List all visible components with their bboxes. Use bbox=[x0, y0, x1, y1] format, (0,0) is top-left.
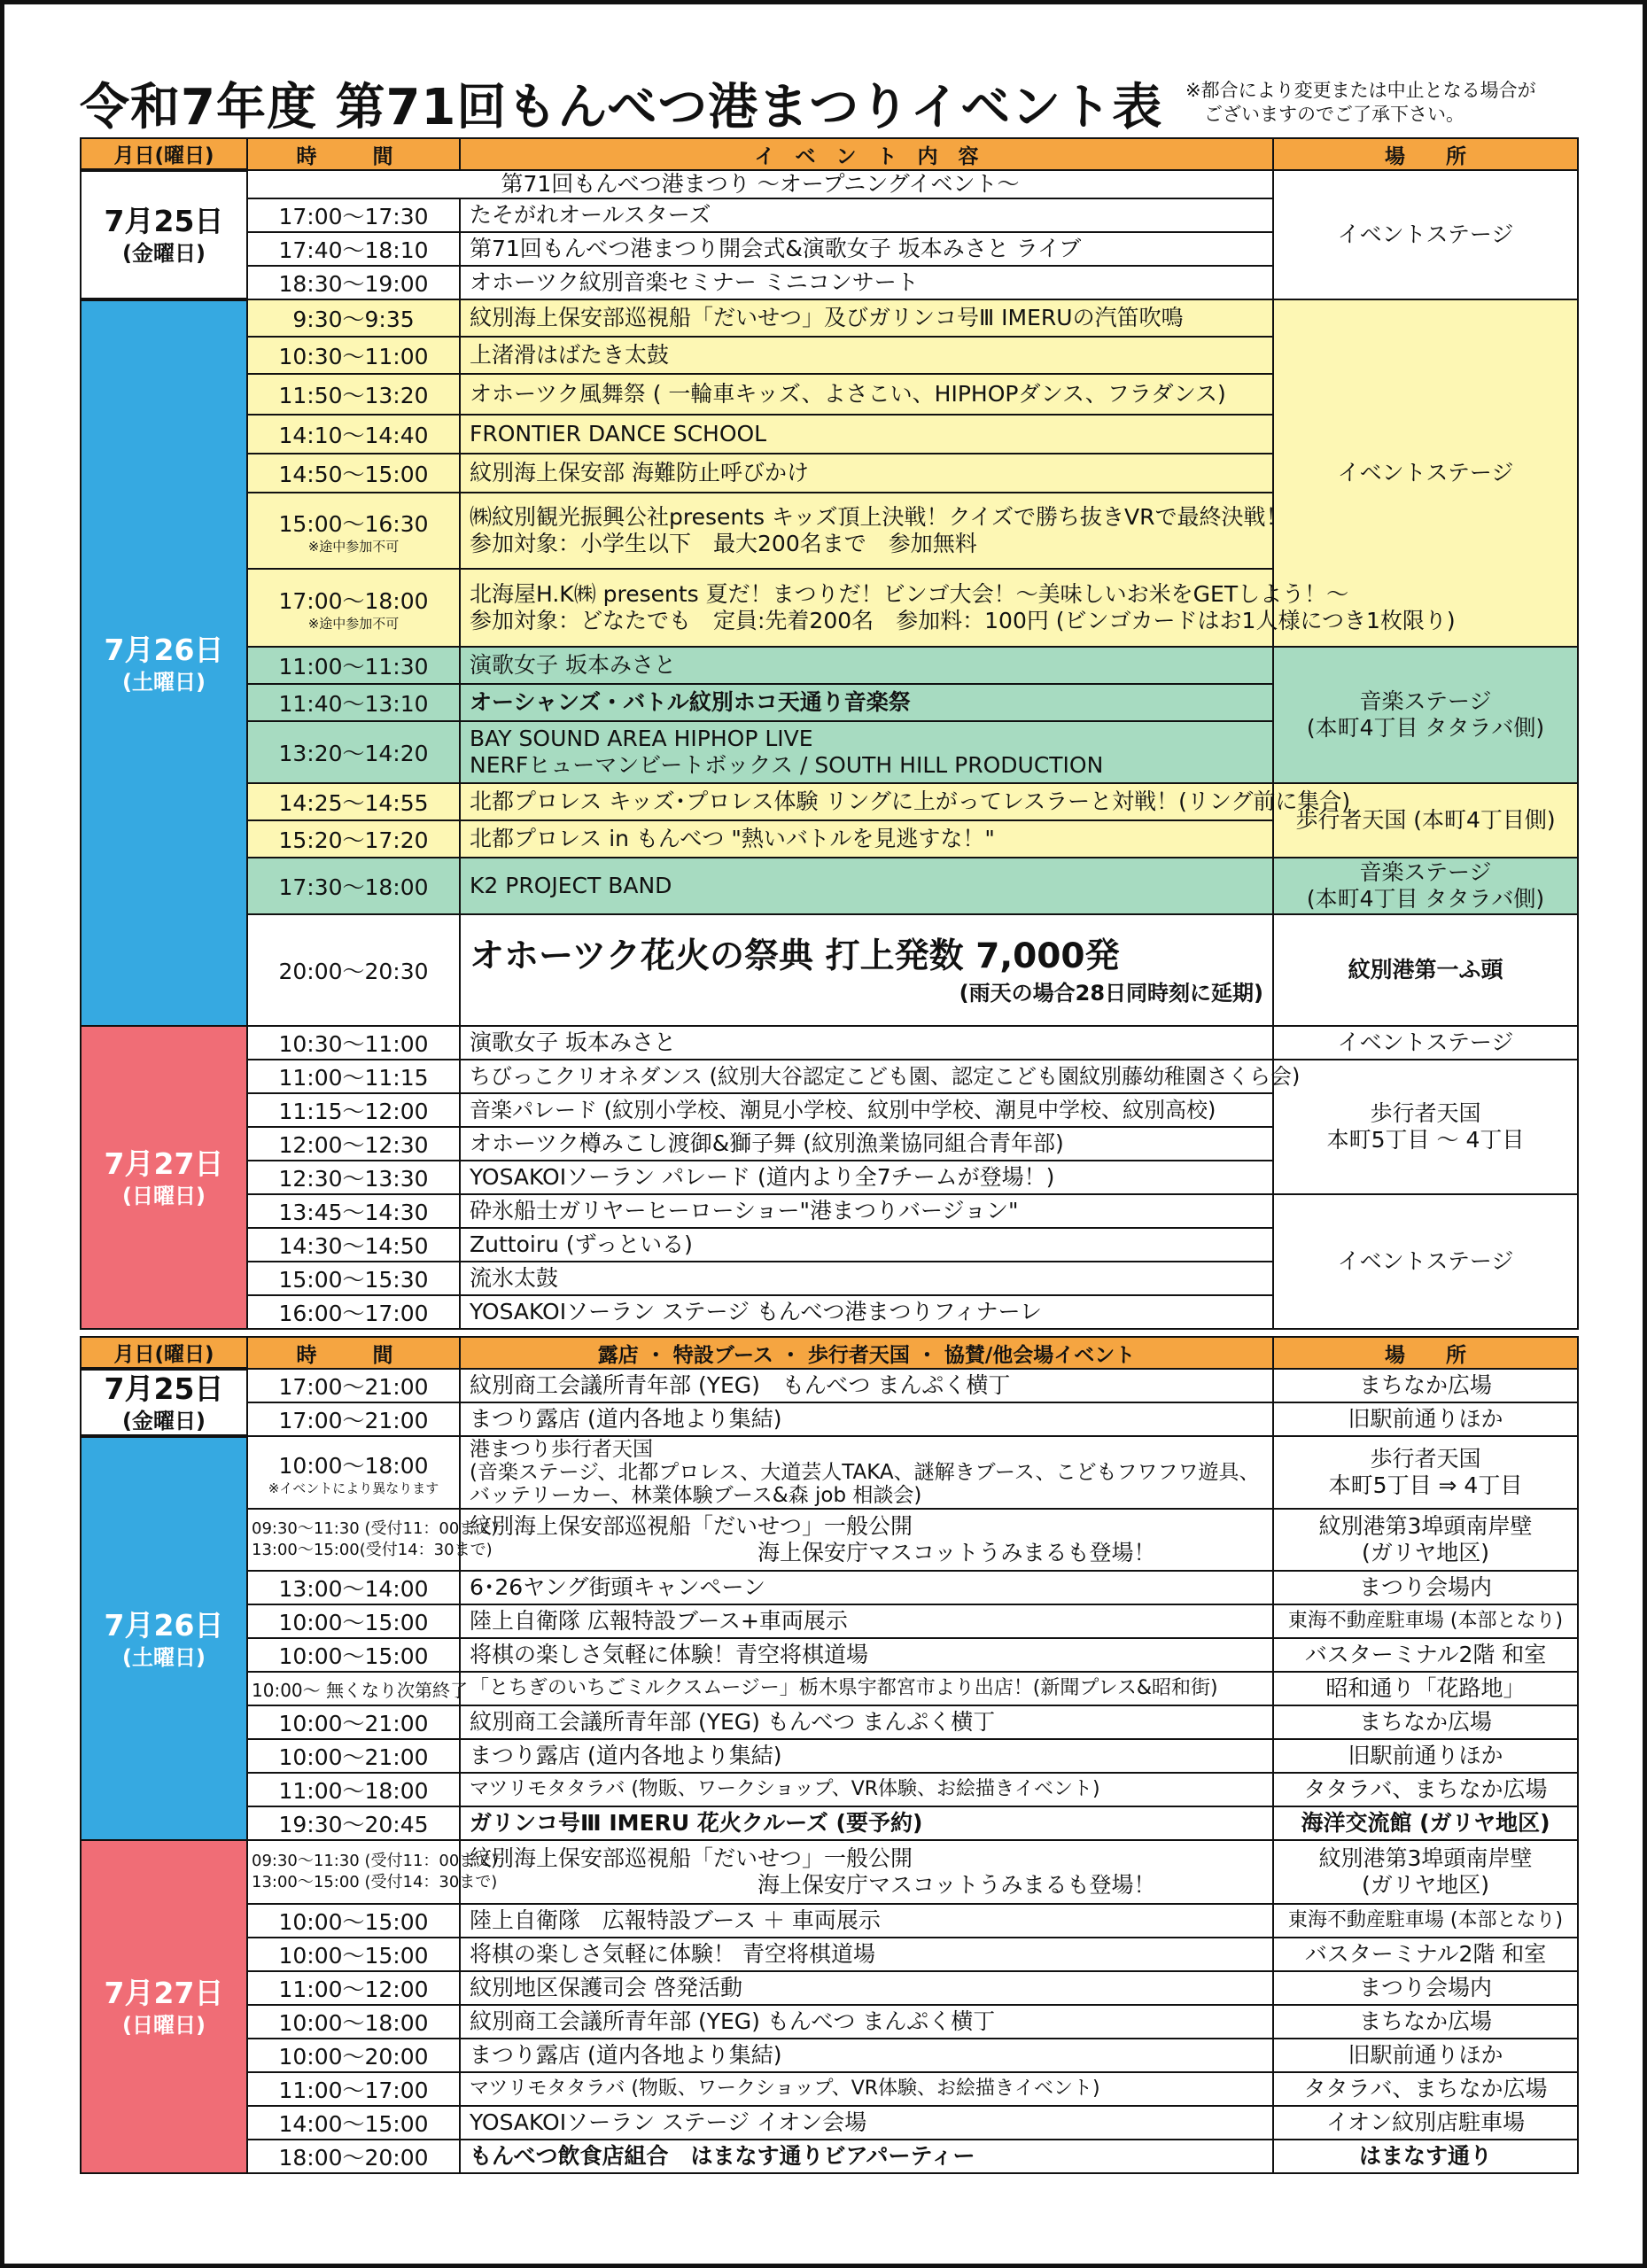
event-cell: 音楽パレード (紋別小学校、潮見小学校、紋別中学校、潮見中学校、紋別高校) bbox=[460, 1093, 1273, 1127]
table-row bbox=[81, 1026, 1578, 1060]
time-cell: 13:45〜14:30 bbox=[247, 1194, 460, 1228]
header-time: 時 間 bbox=[247, 1337, 460, 1369]
table-row bbox=[81, 1402, 1578, 1436]
time-label: 17:00〜18:00 bbox=[278, 588, 429, 614]
table-row bbox=[81, 2072, 1578, 2106]
place-cell: イベントステージ bbox=[1273, 1194, 1578, 1329]
date-cell-0726 bbox=[81, 1436, 247, 1840]
time-cell: 10:00〜15:00 bbox=[247, 1638, 460, 1672]
event-cell: 北海屋H.K㈱ presents 夏だ！まつりだ！ビンゴ大会！〜美味しいお米をGETしよう！〜 参加対象：どなたでも 定員:先着200名 参加料：100円 (ビンゴカードはお1人様につき1枚限り) bbox=[460, 569, 1273, 647]
time-cell: 14:25〜14:55 bbox=[247, 783, 460, 820]
weekday-label: (土曜日) bbox=[122, 1644, 206, 1670]
disclaimer-note: ※都合により変更または中止となる場合が ございますのでご了承下さい。 bbox=[1185, 80, 1536, 125]
event-cell: もんべつ飲食店組合 はまなす通りビアパーティー bbox=[460, 2140, 1273, 2173]
time-cell: 10:00〜18:00 bbox=[247, 2005, 460, 2039]
place-cell: 音楽ステージ (本町4丁目 タタラバ側) bbox=[1273, 858, 1578, 914]
header-time: 時 間 bbox=[247, 138, 460, 170]
weekday-label: (日曜日) bbox=[122, 1184, 206, 1208]
place-cell: 海洋交流館 (ガリヤ地区) bbox=[1273, 1806, 1578, 1840]
table-row bbox=[81, 1971, 1578, 2005]
date-cell-0725 bbox=[81, 170, 247, 299]
event-cell: YOSAKOIソーラン ステージ イオン会場 bbox=[460, 2106, 1273, 2140]
header-date: 月日(曜日) bbox=[81, 138, 247, 170]
time-cell: 09:30〜11:30 (受付11：00まで) 13:00〜15:00(受付14：30まで) bbox=[247, 1509, 460, 1571]
time-cell: 9:30〜9:35 bbox=[247, 299, 460, 337]
event-cell: YOSAKOIソーラン パレード (道内より全7チームが登場！) bbox=[460, 1161, 1273, 1194]
date-cell-0725 bbox=[81, 1369, 247, 1436]
time-cell: 10:00〜15:00 bbox=[247, 1904, 460, 1938]
place-cell: 歩行者天国 本町5丁目 ⇒ 4丁目 bbox=[1273, 1436, 1578, 1509]
table-row bbox=[81, 1806, 1578, 1840]
place-cell: バスターミナル2階 和室 bbox=[1273, 1638, 1578, 1672]
table-row bbox=[81, 1904, 1578, 1938]
table-header-row bbox=[81, 1337, 1578, 1369]
time-cell: 10:00〜21:00 bbox=[247, 1739, 460, 1773]
event-cell: 将棋の楽しさ気軽に体験！青空将棋道場 bbox=[460, 1638, 1273, 1672]
event-cell: FRONTIER DANCE SCHOOL bbox=[460, 415, 1273, 454]
page-title: 令和7年度 第71回もんべつ港まつりイベント表 bbox=[80, 79, 1163, 136]
header bbox=[80, 68, 1586, 139]
event-cell: ちびっこクリオネダンス (紋別大谷認定こども園、認定こども園紋別藤幼稚園さくら会) bbox=[460, 1060, 1273, 1093]
event-cell: 紋別海上保安部巡視船「だいせつ」一般公開 海上保安庁マスコットうみまるも登場！ bbox=[460, 1840, 1273, 1904]
header-event: イ ベ ン ト 内 容 bbox=[460, 138, 1273, 170]
event-cell: BAY SOUND AREA HIPHOP LIVE NERFヒューマンビートボックス / SOUTH HILL PRODUCTION bbox=[460, 721, 1273, 783]
event-cell: オホーツク風舞祭 ( 一輪車キッズ、よさこい、HIPHOPダンス、フラダンス) bbox=[460, 374, 1273, 415]
place-cell: 東海不動産駐車場 (本部となり) bbox=[1273, 1904, 1578, 1938]
place-cell: 紋別港第一ふ頭 bbox=[1273, 914, 1578, 1026]
time-label: 10:00〜18:00 bbox=[278, 1453, 429, 1479]
time-cell: 13:00〜14:00 bbox=[247, 1571, 460, 1604]
place-cell: 音楽ステージ (本町4丁目 タタラバ側) bbox=[1273, 647, 1578, 783]
event-cell: 第71回もんべつ港まつり開会式&演歌女子 坂本みさと ライブ bbox=[460, 232, 1273, 266]
date-label: 7月25日 bbox=[104, 1371, 224, 1406]
event-cell: 流氷太鼓 bbox=[460, 1262, 1273, 1295]
table-row bbox=[81, 1436, 1578, 1509]
event-cell: まつり露店 (道内各地より集結) bbox=[460, 1402, 1273, 1436]
table-row bbox=[81, 2039, 1578, 2072]
weekday-label: (日曜日) bbox=[122, 2013, 206, 2038]
time-cell: 15:00〜15:30 bbox=[247, 1262, 460, 1295]
table-row bbox=[81, 1840, 1578, 1904]
place-cell: 旧駅前通りほか bbox=[1273, 2039, 1578, 2072]
time-cell bbox=[247, 569, 460, 647]
place-cell: 昭和通り「花路地」 bbox=[1273, 1672, 1578, 1705]
time-note: ※イベントにより異なります bbox=[268, 1480, 439, 1496]
table-row bbox=[81, 647, 1578, 684]
table-row bbox=[81, 2140, 1578, 2173]
time-cell: 12:00〜12:30 bbox=[247, 1127, 460, 1161]
time-cell: 17:00〜21:00 bbox=[247, 1402, 460, 1436]
place-cell: まちなか広場 bbox=[1273, 2005, 1578, 2039]
place-cell: はまなす通り bbox=[1273, 2140, 1578, 2173]
time-cell: 11:15〜12:00 bbox=[247, 1093, 460, 1127]
place-cell: 旧駅前通りほか bbox=[1273, 1739, 1578, 1773]
time-cell: 11:00〜11:30 bbox=[247, 647, 460, 684]
event-cell: 紋別海上保安部巡視船「だいせつ」及びガリンコ号Ⅲ IMERUの汽笛吹鳴 bbox=[460, 299, 1273, 337]
event-cell: マツリモタタラバ (物販、ワークショップ、VR体験、お絵描きイベント) bbox=[460, 2072, 1273, 2106]
date-cell-0727 bbox=[81, 1840, 247, 2173]
table-row bbox=[81, 1509, 1578, 1571]
time-cell: 17:40〜18:10 bbox=[247, 232, 460, 266]
time-cell: 14:50〜15:00 bbox=[247, 454, 460, 493]
event-cell: まつり露店 (道内各地より集結) bbox=[460, 1739, 1273, 1773]
event-cell: 陸上自衛隊 広報特設ブース ＋ 車両展示 bbox=[460, 1904, 1273, 1938]
header-event: 露店 ・ 特設ブース ・ 歩行者天国 ・ 協賛/他会場イベント bbox=[460, 1337, 1273, 1369]
time-cell: 19:30〜20:45 bbox=[247, 1806, 460, 1840]
event-cell bbox=[460, 914, 1273, 1026]
date-cell-0726 bbox=[81, 299, 247, 1026]
time-cell: 11:50〜13:20 bbox=[247, 374, 460, 415]
header-date: 月日(曜日) bbox=[81, 1337, 247, 1369]
event-cell: 北都プロレス キッズ･プロレス体験 リングに上がってレスラーと対戦！(リング前に集合) bbox=[460, 783, 1273, 820]
stalls-table bbox=[80, 1336, 1579, 2174]
place-cell: タタラバ、まちなか広場 bbox=[1273, 2072, 1578, 2106]
table-row bbox=[81, 1672, 1578, 1705]
place-cell: まつり会場内 bbox=[1273, 1971, 1578, 2005]
event-cell: 砕氷船士ガリヤーヒーローショー"港まつりバージョン" bbox=[460, 1194, 1273, 1228]
table-row bbox=[81, 1638, 1578, 1672]
table-row bbox=[81, 1773, 1578, 1806]
time-cell: 18:00〜20:00 bbox=[247, 2140, 460, 2173]
time-cell: 10:00〜 無くなり次第終了 bbox=[247, 1672, 460, 1705]
event-cell: Zuttoiru (ずっといる) bbox=[460, 1228, 1273, 1262]
place-cell: まちなか広場 bbox=[1273, 1369, 1578, 1402]
event-cell: 将棋の楽しさ気軽に体験！ 青空将棋道場 bbox=[460, 1938, 1273, 1971]
time-cell: 10:00〜20:00 bbox=[247, 2039, 460, 2072]
time-cell: 10:00〜15:00 bbox=[247, 1938, 460, 1971]
table-row bbox=[81, 1571, 1578, 1604]
fireworks-note: (雨天の場合28日同時刻に延期) bbox=[959, 981, 1263, 1006]
time-cell bbox=[247, 1436, 460, 1509]
event-cell: YOSAKOIソーラン ステージ もんべつ港まつりフィナーレ bbox=[460, 1295, 1273, 1329]
place-cell: イベントステージ bbox=[1273, 170, 1578, 299]
place-cell: 紋別港第3埠頭南岸壁 (ガリヤ地区) bbox=[1273, 1509, 1578, 1571]
time-cell: 13:20〜14:20 bbox=[247, 721, 460, 783]
time-cell: 10:00〜21:00 bbox=[247, 1705, 460, 1739]
event-cell: 紋別海上保安部巡視船「だいせつ」一般公開 海上保安庁マスコットうみまるも登場！ bbox=[460, 1509, 1273, 1571]
date-label: 7月26日 bbox=[104, 1607, 224, 1643]
table-row bbox=[81, 858, 1578, 914]
place-cell: まつり会場内 bbox=[1273, 1571, 1578, 1604]
event-cell: 紋別地区保護司会 啓発活動 bbox=[460, 1971, 1273, 2005]
weekday-label: (土曜日) bbox=[122, 669, 206, 695]
place-cell: 紋別港第3埠頭南岸壁 (ガリヤ地区) bbox=[1273, 1840, 1578, 1904]
event-cell: 演歌女子 坂本みさと bbox=[460, 1026, 1273, 1060]
time-cell: 11:00〜17:00 bbox=[247, 2072, 460, 2106]
event-cell: オホーツク紋別音楽セミナー ミニコンサート bbox=[460, 266, 1273, 299]
opening-event-title: 第71回もんべつ港まつり 〜オープニングイベント〜 bbox=[247, 170, 1273, 198]
event-cell: 上渚滑はばたき太鼓 bbox=[460, 337, 1273, 374]
event-cell: たそがれオールスターズ bbox=[460, 198, 1273, 232]
place-cell: バスターミナル2階 和室 bbox=[1273, 1938, 1578, 1971]
time-cell: 10:30〜11:00 bbox=[247, 337, 460, 374]
event-cell: K2 PROJECT BAND bbox=[460, 858, 1273, 914]
table-row bbox=[81, 1705, 1578, 1739]
place-cell: イオン紋別店駐車場 bbox=[1273, 2106, 1578, 2140]
time-cell: 10:30〜11:00 bbox=[247, 1026, 460, 1060]
event-cell: 陸上自衛隊 広報特設ブース+車両展示 bbox=[460, 1604, 1273, 1638]
time-cell: 17:00〜21:00 bbox=[247, 1369, 460, 1402]
time-note: ※途中参加不可 bbox=[307, 539, 400, 555]
place-cell: タタラバ、まちなか広場 bbox=[1273, 1773, 1578, 1806]
table-row bbox=[81, 1194, 1578, 1228]
time-cell: 11:00〜18:00 bbox=[247, 1773, 460, 1806]
event-cell: ㈱紋別観光振興公社presents キッズ頂上決戦！クイズで勝ち抜きVRで最終決戦！ 参加対象：小学生以下 最大200名まで 参加無料 bbox=[460, 493, 1273, 569]
time-cell: 14:30〜14:50 bbox=[247, 1228, 460, 1262]
table-row bbox=[81, 299, 1578, 337]
time-cell: 15:20〜17:20 bbox=[247, 820, 460, 858]
event-cell: 6･26ヤング街頭キャンペーン bbox=[460, 1571, 1273, 1604]
event-cell: 紋別商工会議所青年部 (YEG) もんべつ まんぷく横丁 bbox=[460, 2005, 1273, 2039]
date-label: 7月27日 bbox=[104, 1146, 224, 1181]
weekday-label: (金曜日) bbox=[122, 1409, 206, 1433]
header-place: 場 所 bbox=[1273, 138, 1578, 170]
header-place: 場 所 bbox=[1273, 1337, 1578, 1369]
time-cell bbox=[247, 493, 460, 569]
event-cell: 紋別海上保安部 海難防止呼びかけ bbox=[460, 454, 1273, 493]
time-cell: 17:00〜17:30 bbox=[247, 198, 460, 232]
fireworks-title: オホーツク花火の祭典 打上発数 7,000発 bbox=[470, 936, 1120, 976]
table-row bbox=[81, 2005, 1578, 2039]
time-cell: 17:30〜18:00 bbox=[247, 858, 460, 914]
place-cell: まちなか広場 bbox=[1273, 1705, 1578, 1739]
date-label: 7月27日 bbox=[104, 1976, 224, 2010]
time-cell: 11:40〜13:10 bbox=[247, 684, 460, 721]
place-cell: イベントステージ bbox=[1273, 1026, 1578, 1060]
time-cell: 11:00〜12:00 bbox=[247, 1971, 460, 2005]
place-cell: 旧駅前通りほか bbox=[1273, 1402, 1578, 1436]
event-cell: 「とちぎのいちごミルクスムージー」栃木県宇都宮市より出店！(新聞プレス&昭和街) bbox=[460, 1672, 1273, 1705]
table-row bbox=[81, 783, 1578, 820]
table-row bbox=[81, 914, 1578, 1026]
time-cell: 11:00〜11:15 bbox=[247, 1060, 460, 1093]
date-label: 7月26日 bbox=[104, 632, 224, 667]
event-cell: マツリモタタラバ (物販、ワークショップ、VR体験、お絵描きイベント) bbox=[460, 1773, 1273, 1806]
event-cell: 北都プロレス in もんべつ "熱いバトルを見逃すな！" bbox=[460, 820, 1273, 858]
table-row bbox=[81, 1369, 1578, 1402]
table-row bbox=[81, 170, 1578, 198]
place-cell: 歩行者天国 本町5丁目 〜 4丁目 bbox=[1273, 1060, 1578, 1194]
time-cell: 14:00〜15:00 bbox=[247, 2106, 460, 2140]
event-cell: 港まつり歩行者天国 (音楽ステージ、北都プロレス、大道芸人TAKA、謎解きブース、こどもフワフワ遊具、 バッテリーカー、林業体験ブース&森 job 相談会) bbox=[460, 1436, 1273, 1509]
time-cell: 20:00〜20:30 bbox=[247, 914, 460, 1026]
event-cell: ガリンコ号Ⅲ IMERU 花火クルーズ (要予約) bbox=[460, 1806, 1273, 1840]
place-cell: 東海不動産駐車場 (本部となり) bbox=[1273, 1604, 1578, 1638]
time-cell: 14:10〜14:40 bbox=[247, 415, 460, 454]
table-row bbox=[81, 2106, 1578, 2140]
event-cell: 紋別商工会議所青年部 (YEG) もんべつ まんぷく横丁 bbox=[460, 1705, 1273, 1739]
table-header-row bbox=[81, 138, 1578, 170]
weekday-label: (金曜日) bbox=[122, 241, 206, 266]
main-event-table bbox=[80, 137, 1579, 1330]
event-cell: オーシャンズ・バトル紋別ホコ天通り音楽祭 bbox=[460, 684, 1273, 721]
event-cell: オホーツク樽みこし渡御&獅子舞 (紋別漁業協同組合青年部) bbox=[460, 1127, 1273, 1161]
time-cell: 16:00〜17:00 bbox=[247, 1295, 460, 1329]
place-cell: イベントステージ bbox=[1273, 299, 1578, 647]
event-cell: まつり露店 (道内各地より集結) bbox=[460, 2039, 1273, 2072]
date-label: 7月25日 bbox=[104, 204, 224, 238]
table-row bbox=[81, 1739, 1578, 1773]
table-row bbox=[81, 1060, 1578, 1093]
table-row bbox=[81, 1938, 1578, 1971]
event-cell: 演歌女子 坂本みさと bbox=[460, 647, 1273, 684]
time-note: ※途中参加不可 bbox=[307, 616, 400, 632]
table-row bbox=[81, 1604, 1578, 1638]
time-cell: 09:30〜11:30 (受付11：00まで) 13:00〜15:00 (受付14：30まで) bbox=[247, 1840, 460, 1904]
event-cell: 紋別商工会議所青年部 (YEG) もんべつ まんぷく横丁 bbox=[460, 1369, 1273, 1402]
time-label: 15:00〜16:30 bbox=[278, 511, 429, 537]
place-cell: 歩行者天国 (本町4丁目側) bbox=[1273, 783, 1578, 858]
date-cell-0727 bbox=[81, 1026, 247, 1329]
time-cell: 18:30〜19:00 bbox=[247, 266, 460, 299]
time-cell: 12:30〜13:30 bbox=[247, 1161, 460, 1194]
time-cell: 10:00〜15:00 bbox=[247, 1604, 460, 1638]
